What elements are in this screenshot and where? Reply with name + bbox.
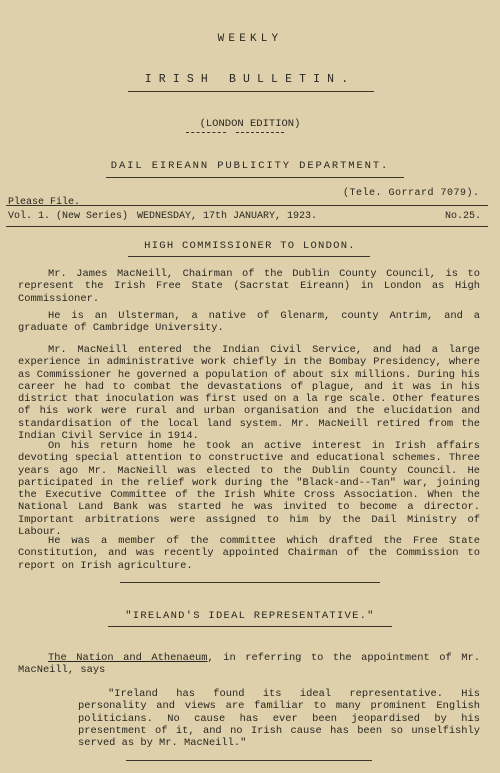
- edition-underline-left: [186, 132, 226, 133]
- article1-paragraph-2: He is an Ulsterman, a native of Glenarm, county Antrim, and a graduate of Cambridge University.: [18, 310, 480, 335]
- masthead-bulletin: IRISH BULLETIN.: [144, 73, 356, 86]
- article2-heading-rule: [108, 626, 392, 627]
- department-rule: [106, 177, 404, 178]
- volume: Vol. 1. (New Series): [8, 211, 129, 222]
- edition-label: (LONDON EDITION): [199, 118, 301, 130]
- section-rule: [120, 582, 380, 583]
- article2-intro: The Nation and Athenaeum, in referring to the appointment of Mr. MacNeill, says: [18, 652, 480, 677]
- article1-heading-rule: [128, 256, 370, 257]
- department-title: DAIL EIREANN PUBLICITY DEPARTMENT.: [110, 160, 390, 172]
- edition-underline-right: [236, 132, 284, 133]
- date-rule: [6, 226, 488, 227]
- please-file: Please File.: [8, 197, 81, 208]
- header-rule: [6, 205, 488, 206]
- article1-heading: HIGH COMMISSIONER TO LONDON.: [144, 240, 356, 252]
- footer-rule: [126, 760, 372, 761]
- telephone: (Tele. Gorrard 7079).: [343, 188, 480, 199]
- issue-number: No.25.: [445, 211, 482, 222]
- issue-date: WEDNESDAY, 17th JANUARY, 1923.: [137, 211, 318, 222]
- article1-paragraph-4: On his return home he took an active interest in Irish affairs devoting special attention to constructive and educational schemes. Three years ago Mr. MacNeill was elected to the Dublin County Council. He participated in the relief work during the "Black-and--Tan" war, joining the Executive Committee of the Irish White Cross Association. When the National Land Bank was started he was invited to become a director. Important arbitrations were assigned to him by the Dail Ministry of Labour.: [18, 440, 480, 539]
- article2-heading: "IRELAND'S IDEAL REPRESENTATIVE.": [125, 610, 375, 622]
- article2-quote: "Ireland has found its ideal representative. His personality and views are familiar to many prominent English politicians. No cause has ever been jeopardised by his presentment of it, and no Irish cause has been so unselfishly served as by Mr. MacNeill.": [78, 688, 480, 750]
- article1-paragraph-5: He was a member of the committee which drafted the Free State Constitution, and was recently appointed Chairman of the Commission to report on Irish agriculture.: [18, 535, 480, 572]
- article1-paragraph-1: Mr. James MacNeill, Chairman of the Dublin County Council, is to represent the Irish Free State (Sacrstat Eireann) in London as High Commissioner.: [18, 268, 480, 305]
- article1-paragraph-3: Mr. MacNeill entered the Indian Civil Service, and had a large experience in administrative work chiefly in the Bombay Presidency, where as Commissioner he governed a population of about six millions. During his career he had to combat the devastations of plague, and it was in his district that inoculation was first used on a la rge scale. Other features of his work were rural and urban organisation and the elucidation and standardisation of the local land system. Mr. MacNeill retired from the Indian Civil Service in 1914.: [18, 344, 480, 443]
- masthead-weekly: WEEKLY: [217, 33, 283, 45]
- masthead-rule: [128, 91, 374, 92]
- newspaper-title: The Nation and Athenaeum: [48, 652, 208, 664]
